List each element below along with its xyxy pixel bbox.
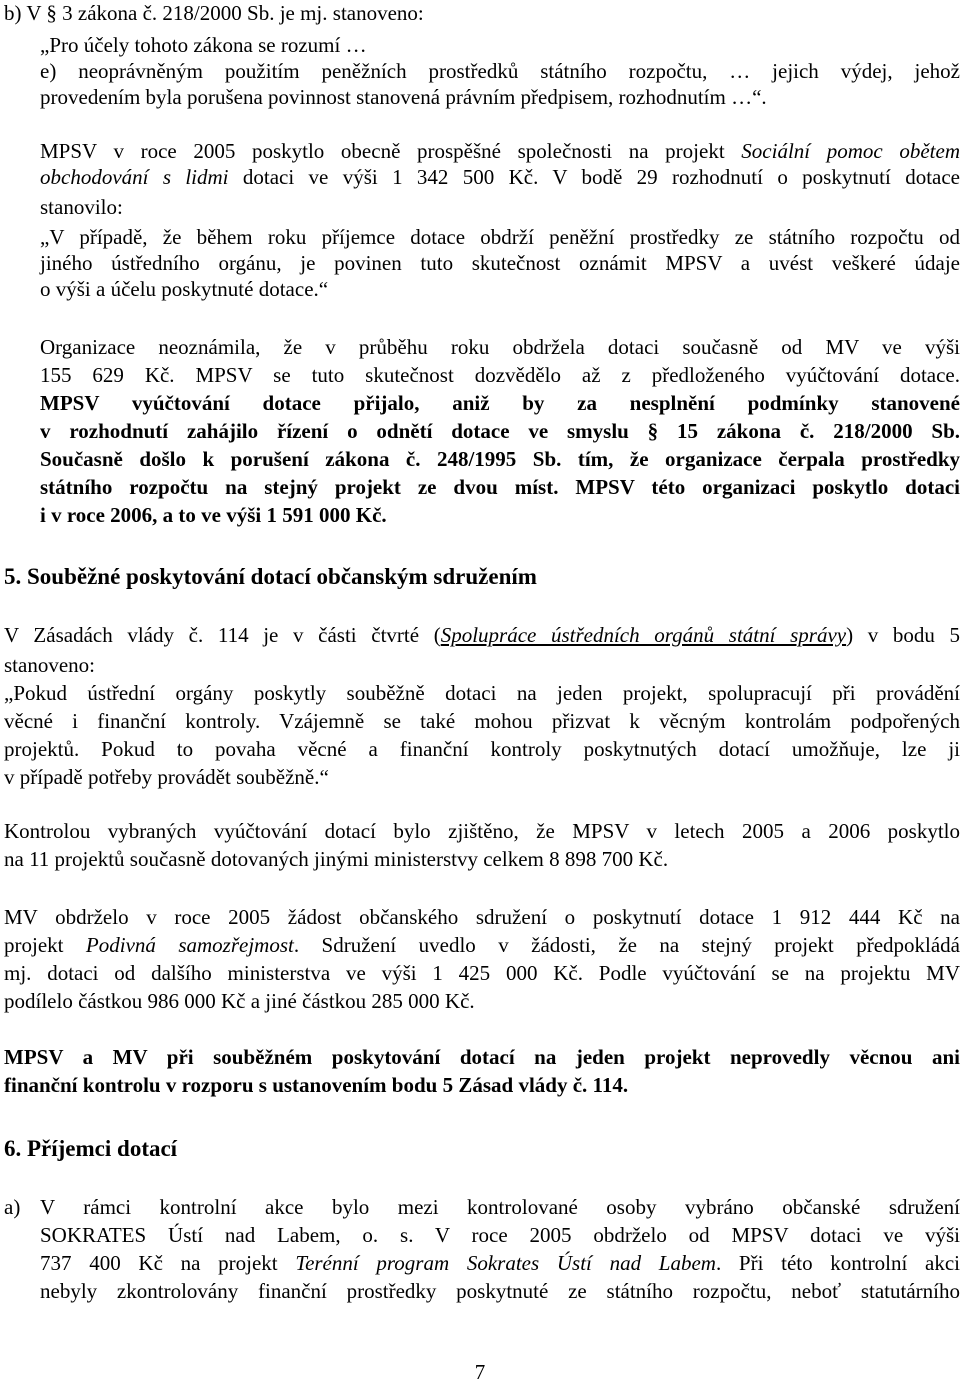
mv-para-line-4: podílelo částkou 986 000 Kč a jiné částkou 285 000 Kč.	[4, 989, 475, 1013]
mpsv-para-line-1: MPSV v roce 2005 poskytlo obecně prospěšné společnosti na projekt Sociální pomoc obětem	[40, 139, 960, 163]
section-heading-6: 6. Příjemci dotací	[4, 1136, 178, 1161]
section-b-line-1: b) V § 3 zákona č. 218/2000 Sb. je mj. stanoveno:	[4, 1, 424, 25]
zasady-para-line-6: v případě potřeby provádět souběžně.“	[4, 765, 329, 789]
section-b-line-2: „Pro účely tohoto zákona se rozumí …	[40, 33, 367, 57]
zasady-para-line-5: projektů. Pokud to povaha věcné a finanční kontroly poskytnutých dotací umožňuje, lze ji	[4, 737, 960, 761]
org-para-line-7: i v roce 2006, a to ve výši 1 591 000 Kč.	[40, 503, 387, 527]
para-a-line-4: nebyly zkontrolovány finanční prostředky poskytnuté ze státního rozpočtu, neboť statutárníhο	[40, 1279, 960, 1303]
kontrolou-para-line-1: Kontrolou vybraných vyúčtování dotací bylo zjištěno, že MPSV v letech 2005 a 2006 poskytlo	[4, 819, 960, 843]
org-para-line-2: 155 629 Kč. MPSV se tuto skutečnost dozvědělo až z předloženého vyúčtování dotace.	[40, 363, 960, 387]
mv-para-line-2: projekt Podivná samozřejmost. Sdružení uvedlo v žádosti, že na stejný projekt předpokládá	[4, 933, 960, 957]
kontrolou-para-line-2: na 11 projektů současně dotovaných jinými ministerstvy celkem 8 898 700 Kč.	[4, 847, 669, 871]
section-heading-5: 5. Souběžné poskytování dotací občanským sdružením	[4, 564, 537, 589]
para-a-line-2: SOKRATES Ústí nad Labem, o. s. V roce 2005 obdrželo od MPSV dotaci ve výši	[40, 1223, 960, 1247]
section-b-line-3: e) neoprávněným použitím peněžních prostředků státního rozpočtu, … jejich výdej, jehož	[40, 59, 960, 83]
para-a-line-1: V rámci kontrolní akce bylo mezi kontrolované osoby vybráno občanské sdružení	[40, 1195, 960, 1219]
list-marker-a: a)	[4, 1195, 21, 1219]
org-para-line-3: MPSV vyúčtování dotace přijalo, aniž by za nesplnění podmínky stanovené	[40, 391, 960, 415]
section-b-line-4: provedením byla porušena povinnost stanovená právním předpisem, rozhodnutím …“.	[40, 85, 767, 109]
conclusion-line-1: MPSV a MV při souběžném poskytování dotací na jeden projekt neprovedly věcnou ani	[4, 1045, 960, 1069]
zasady-para-line-1: V Zásadách vlády č. 114 je v části čtvrté (Spolupráce ústředních orgánů státní správy) v bodu 5	[4, 623, 960, 647]
org-para-line-5: Současně došlo k porušení zákona č. 248/1995 Sb. tím, že organizace čerpala prostředky	[40, 447, 960, 471]
zasady-para-line-3: „Pokud ústřední orgány poskytly souběžně dotaci na jeden projekt, spolupracují při provádění	[4, 681, 960, 705]
org-para-line-1: Organizace neoznámila, že v průběhu roku obdržela dotaci současně od MV ve výši	[40, 335, 960, 359]
mv-para-line-3: mj. dotaci od dalšího ministerstva ve výši 1 425 000 Kč. Podle vyúčtování se na projektu MV	[4, 961, 960, 985]
mpsv-para-line-5: jiného ústředního orgánu, je povinen tuto skutečnost oznámit MPSV a uvést veškeré údaje	[40, 251, 960, 275]
mpsv-para-line-2: obchodování s lidmi dotaci ve výši 1 342 500 Kč. V bodě 29 rozhodnutí o poskytnutí dotace	[40, 165, 960, 189]
zasady-para-line-2: stanoveno:	[4, 653, 95, 677]
org-para-line-6: státního rozpočtu na stejný projekt ze dvou míst. MPSV této organizaci poskytlo dotaci	[40, 475, 960, 499]
org-para-line-4: v rozhodnutí zahájilo řízení o odnětí dotace ve smyslu § 15 zákona č. 218/2000 Sb.	[40, 419, 960, 443]
para-a-line-3: 737 400 Kč na projekt Terénní program Sokrates Ústí nad Labem. Při této kontrolní akci	[40, 1251, 960, 1275]
mpsv-para-line-4: „V případě, že během roku příjemce dotace obdrží peněžní prostředky ze státního rozpočtu od	[40, 225, 960, 249]
mv-para-line-1: MV obdrželo v roce 2005 žádost občanského sdružení o poskytnutí dotace 1 912 444 Kč na	[4, 905, 960, 929]
zasady-para-line-4: věcné i finanční kontroly. Vzájemně se také mohou přizvat k věcným kontrolám podpořených	[4, 709, 960, 733]
mpsv-para-line-3: stanovilo:	[40, 195, 123, 219]
mpsv-para-line-6: o výši a účelu poskytnuté dotace.“	[40, 277, 329, 301]
conclusion-line-2: finanční kontrolu v rozporu s ustanovením bodu 5 Zásad vlády č. 114.	[4, 1073, 629, 1097]
page-number: 7	[474, 1360, 486, 1384]
